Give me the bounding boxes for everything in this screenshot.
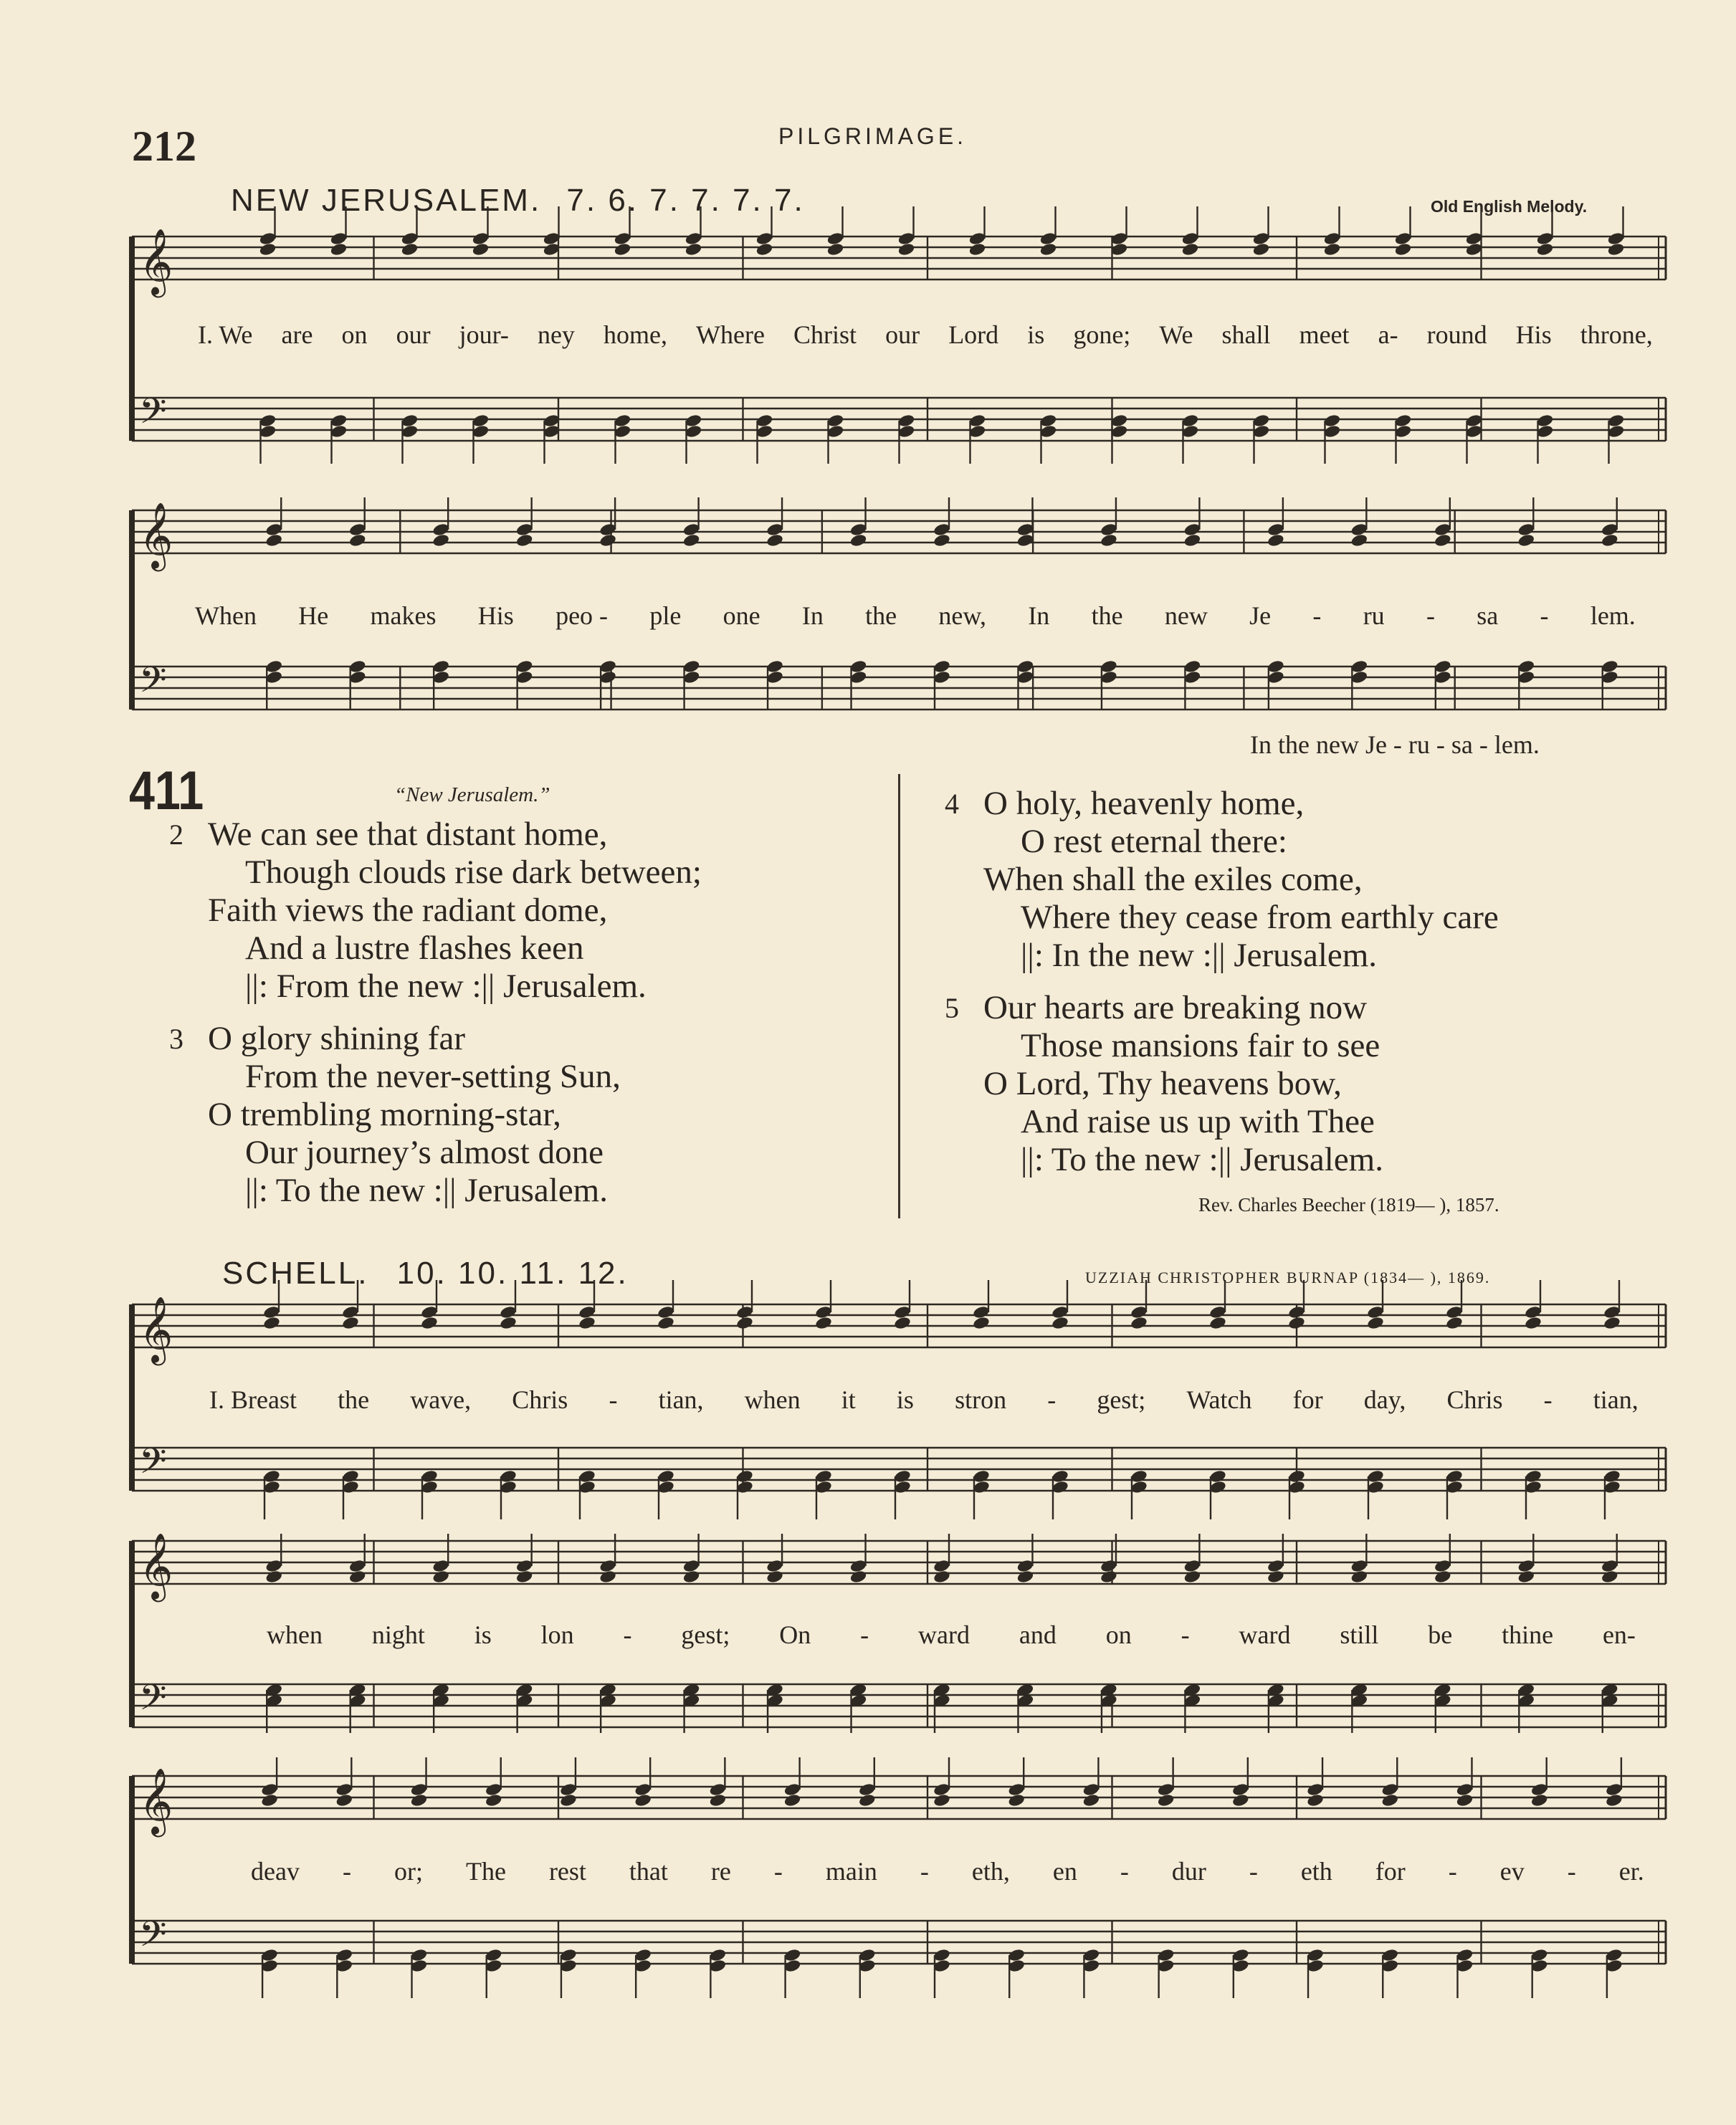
lyric-syllable: tian,	[1593, 1385, 1639, 1414]
lyric-syllable: is	[896, 1385, 914, 1414]
verse-line	[169, 1020, 702, 1058]
verse-text: O Lord, Thy heavens bow,	[983, 1065, 1342, 1102]
lyric-syllable: for	[1292, 1385, 1323, 1414]
lyric-syllable: throne,	[1580, 320, 1653, 349]
lyric-syllable: -	[623, 1620, 632, 1649]
lyric-syllable: Watch	[1186, 1385, 1252, 1414]
lyric-syllable: eth	[1300, 1857, 1332, 1886]
verse-line	[945, 899, 1499, 937]
verse-text: Faith views the radiant dome,	[208, 892, 608, 929]
lyric-syllable: -	[860, 1620, 869, 1649]
verse-text: And a lustre flashes keen	[245, 930, 584, 967]
svg-text:𝄢: 𝄢	[139, 391, 167, 441]
lyrics-row-h2-s3	[251, 1856, 1644, 1886]
lyric-syllable: main	[825, 1857, 877, 1886]
hymn-source: “New Jerusalem.”	[394, 783, 550, 806]
verse-line	[169, 1058, 702, 1096]
verse	[945, 785, 1499, 975]
svg-text:𝄢: 𝄢	[139, 1441, 167, 1491]
lyric-syllable: ney	[537, 320, 575, 349]
lyric-syllable: Lord	[948, 320, 999, 349]
verse-number: 4	[945, 788, 959, 820]
lyric-syllable: On	[779, 1620, 811, 1649]
lyrics-row-h1-s2	[195, 601, 1636, 631]
verse-text: ||: In the new :|| Jerusalem.	[1021, 937, 1378, 974]
verse-number: 2	[169, 818, 183, 851]
verse-line	[945, 989, 1499, 1027]
lyric-syllable: peo -	[555, 601, 609, 630]
lyric-syllable: -	[1540, 601, 1549, 630]
lyric-syllable: lon	[540, 1620, 574, 1649]
lyric-syllable: a-	[1378, 320, 1398, 349]
verse-line	[169, 930, 702, 968]
verse-text: ||: To the new :|| Jerusalem.	[1021, 1141, 1383, 1178]
lyric-syllable: gone;	[1073, 320, 1131, 349]
lyric-syllable: gest;	[1097, 1385, 1146, 1414]
verse-line	[945, 785, 1499, 823]
lyric-syllable: new,	[938, 601, 987, 630]
verse-line	[945, 937, 1499, 975]
verse-text: When shall the exiles come,	[983, 861, 1363, 898]
lyric-syllable: for	[1375, 1857, 1406, 1886]
verse-line	[945, 1065, 1499, 1103]
lyric-syllable: -	[342, 1857, 351, 1886]
lyric-syllable: Je	[1249, 601, 1272, 630]
composer-1: Old English Melody.	[1431, 197, 1588, 216]
lyric-syllable: sa	[1477, 601, 1499, 630]
lyric-syllable: meet	[1299, 320, 1350, 349]
lyric-syllable: it	[841, 1385, 856, 1414]
lyric-syllable: makes	[370, 601, 437, 630]
svg-text:𝄞: 𝄞	[139, 228, 173, 295]
lyric-syllable: shall	[1221, 320, 1271, 349]
lyric-syllable: new	[1164, 601, 1208, 630]
hymn-number: 411	[129, 760, 204, 821]
lyrics-row-h2-s1	[209, 1385, 1639, 1415]
lyric-syllable: on	[1105, 1620, 1132, 1649]
lyric-syllable: gest;	[681, 1620, 730, 1649]
lyric-syllable: day,	[1363, 1385, 1406, 1414]
lyric-syllable: Chris	[1446, 1385, 1503, 1414]
lyric-syllable: -	[1448, 1857, 1457, 1886]
lyric-syllable: -	[1543, 1385, 1553, 1414]
lyrics-row-h2-s2	[267, 1620, 1636, 1650]
lyric-syllable: eth,	[971, 1857, 1010, 1886]
author-credit: Rev. Charles Beecher (1819— ), 1857.	[1198, 1194, 1499, 1216]
verse	[169, 1020, 702, 1210]
lyric-syllable: when	[267, 1620, 323, 1649]
lyric-syllable: wave,	[410, 1385, 472, 1414]
lyric-syllable: be	[1428, 1620, 1453, 1649]
lyric-syllable: ev	[1499, 1857, 1525, 1886]
lyric-syllable: -	[1426, 601, 1435, 630]
lyric-syllable: -	[1047, 1385, 1057, 1414]
lyric-syllable: is	[1027, 320, 1045, 349]
lyric-syllable: -	[1120, 1857, 1129, 1886]
verse-line	[945, 1027, 1499, 1065]
lyric-syllable: -	[1181, 1620, 1190, 1649]
lyric-syllable: our	[885, 320, 920, 349]
lyrics-row-h1-s1a	[198, 320, 1653, 350]
verse-text: Our journey’s almost done	[245, 1134, 604, 1171]
lyric-syllable: thine	[1502, 1620, 1554, 1649]
verses-left	[169, 816, 702, 1224]
verse-text: O trembling morning-star,	[208, 1096, 561, 1133]
verse-text: Those mansions fair to see	[1021, 1027, 1380, 1064]
lyric-syllable: He	[298, 601, 329, 630]
lyric-syllable: home,	[604, 320, 667, 349]
verse-text: From the never-setting Sun,	[245, 1058, 621, 1095]
verse-line	[169, 816, 702, 854]
lyric-syllable: deav	[251, 1857, 300, 1886]
running-head: PILGRIMAGE.	[778, 123, 968, 149]
lyric-syllable: are	[281, 320, 313, 349]
svg-text:𝄞: 𝄞	[139, 1532, 173, 1599]
lyric-syllable: The	[465, 1857, 506, 1886]
lyric-syllable: His	[1515, 320, 1552, 349]
lyric-syllable: In	[1028, 601, 1050, 630]
lyric-syllable: our	[396, 320, 431, 349]
svg-text:𝄢: 𝄢	[139, 1677, 167, 1727]
verse-line	[945, 823, 1499, 861]
lyric-syllable: er.	[1618, 1857, 1644, 1886]
lyric-syllable: on	[341, 320, 368, 349]
tune-name: NEW JERUSALEM.	[231, 183, 542, 218]
verse-text: O glory shining far	[208, 1020, 465, 1057]
lyric-syllable: stron	[955, 1385, 1007, 1414]
lyric-syllable: Chris	[512, 1385, 568, 1414]
verse-text: O rest eternal there:	[1021, 823, 1287, 860]
verse-text: Where they cease from earthly care	[1021, 899, 1499, 936]
lyric-syllable: I. We	[198, 320, 253, 349]
lyric-syllable: the	[865, 601, 897, 630]
lyric-syllable: tian,	[658, 1385, 704, 1414]
verse-line	[169, 1134, 702, 1172]
verse-text: ||: From the new :|| Jerusalem.	[245, 968, 647, 1005]
lyric-syllable: en	[1052, 1857, 1077, 1886]
bass-lyric: In the new Je - ru - sa - lem.	[1250, 730, 1540, 759]
lyric-syllables	[198, 320, 1653, 350]
lyric-syllable: -	[609, 1385, 618, 1414]
composer-2: UZZIAH CHRISTOPHER BURNAP (1834— ), 1869.	[1085, 1269, 1491, 1286]
lyric-syllable: night	[371, 1620, 425, 1649]
svg-text:𝄞: 𝄞	[139, 1767, 173, 1834]
lyric-syllable: when	[744, 1385, 801, 1414]
verse-text: Our hearts are breaking now	[983, 989, 1368, 1026]
lyric-syllable: is	[474, 1620, 492, 1649]
lyric-syllable: rest	[548, 1857, 586, 1886]
lyric-syllable: -	[1567, 1857, 1576, 1886]
verse-number: 5	[945, 992, 959, 1024]
column-divider	[898, 774, 900, 1218]
lyric-syllable: re	[710, 1857, 731, 1886]
svg-text:𝄢: 𝄢	[139, 659, 167, 710]
lyric-syllable: the	[338, 1385, 370, 1414]
tune-meter: 7. 6. 7. 7. 7. 7.	[566, 183, 805, 218]
verse-text: And raise us up with Thee	[1021, 1103, 1375, 1140]
lyric-syllable: ward	[918, 1620, 970, 1649]
lyric-syllable: jour-	[459, 320, 509, 349]
verse-text: Though clouds rise dark between;	[245, 854, 702, 891]
lyric-syllable: We	[1159, 320, 1193, 349]
lyric-syllable: round	[1426, 320, 1487, 349]
lyric-syllable: and	[1019, 1620, 1057, 1649]
page-number: 212	[132, 123, 196, 170]
svg-text:𝄞: 𝄞	[139, 502, 173, 568]
lyric-syllable: en-	[1602, 1620, 1636, 1649]
verse-line	[169, 1172, 702, 1210]
lyric-syllable: ple	[649, 601, 682, 630]
tune-meter: 10. 10. 11. 12.	[396, 1256, 629, 1291]
tune-name: SCHELL.	[222, 1256, 369, 1291]
lyric-syllable: ru	[1363, 601, 1385, 630]
lyric-syllable: or;	[394, 1857, 423, 1886]
verse	[945, 989, 1499, 1179]
lyric-syllable: -	[920, 1857, 929, 1886]
lyric-syllable: Christ	[793, 320, 857, 349]
lyric-syllable: still	[1340, 1620, 1379, 1649]
tune-title-2	[222, 1256, 629, 1291]
lyric-syllable: that	[629, 1857, 668, 1886]
lyric-syllable: His	[477, 601, 514, 630]
verse-line	[169, 968, 702, 1006]
verse-text: O holy, heavenly home,	[983, 785, 1305, 822]
lyric-syllable: -	[773, 1857, 783, 1886]
verse-line	[945, 861, 1499, 899]
lyric-syllable: -	[1312, 601, 1322, 630]
lyric-syllable: I. Breast	[209, 1385, 297, 1414]
verse-line	[169, 1096, 702, 1134]
lyric-syllable: When	[195, 601, 257, 630]
verse-line	[945, 1103, 1499, 1141]
verse-line	[169, 854, 702, 892]
verse	[169, 816, 702, 1006]
lyric-syllable: dur	[1171, 1857, 1206, 1886]
lyric-syllable: ward	[1239, 1620, 1291, 1649]
lyric-syllable: Where	[696, 320, 765, 349]
lyric-syllable: lem.	[1590, 601, 1636, 630]
lyric-syllable: one	[722, 601, 760, 630]
lyric-syllable: -	[1249, 1857, 1258, 1886]
svg-text:𝄞: 𝄞	[139, 1296, 173, 1362]
verses-right	[945, 785, 1499, 1193]
verse-line	[169, 892, 702, 930]
lyric-syllable: the	[1091, 601, 1123, 630]
lyric-syllable: In	[801, 601, 824, 630]
verse-text: We can see that distant home,	[208, 816, 608, 853]
svg-text:𝄢: 𝄢	[139, 1914, 167, 1964]
verse-number: 3	[169, 1023, 183, 1055]
verse-line	[945, 1141, 1499, 1179]
verse-text: ||: To the new :|| Jerusalem.	[245, 1172, 608, 1209]
